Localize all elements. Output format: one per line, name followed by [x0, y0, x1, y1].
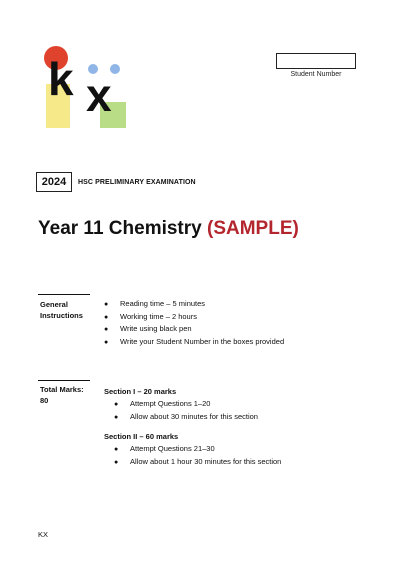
list-item: ● Attempt Questions 1–20 [114, 398, 258, 411]
bullet-icon: ● [104, 313, 109, 321]
bullet-icon: ● [114, 401, 119, 408]
list-item: ● Write using black pen [104, 323, 284, 336]
total-marks-value: 80 [40, 396, 49, 405]
list-item: ● Reading time – 5 minutes [104, 298, 284, 311]
exam-title-sample: (SAMPLE) [207, 218, 299, 239]
section-2-heading: Section II – 60 marks [104, 432, 179, 441]
exam-year: 2024 [36, 172, 72, 192]
marks-rule [38, 380, 90, 381]
bullet-icon: ● [114, 413, 119, 421]
footer-text: KX [38, 530, 49, 539]
bullet-icon: ● [114, 446, 119, 453]
kx-logo [38, 42, 130, 134]
section-1-list [114, 398, 258, 423]
list-item: ● Allow about 30 minutes for this section [114, 411, 258, 424]
general-label-line2: Instructions [40, 311, 83, 320]
section-2-list [114, 443, 281, 468]
student-number-label: Student Number [290, 71, 342, 78]
total-marks-label [40, 384, 84, 406]
exam-title [38, 218, 299, 240]
general-instructions-list [104, 298, 284, 348]
exam-title-main: Year 11 Chemistry [38, 218, 207, 239]
general-rule [38, 294, 90, 295]
exam-name: HSC PRELIMINARY EXAMINATION [78, 179, 196, 186]
section-1-heading: Section I – 20 marks [104, 387, 177, 396]
logo-letter-k: k [48, 53, 74, 105]
list-item: ● Write your Student Number in the boxes provided [104, 336, 284, 349]
bullet-icon: ● [114, 458, 119, 466]
bullet-icon: ● [104, 301, 109, 308]
list-item: ● Allow about 1 hour 30 minutes for this section [114, 456, 281, 469]
bullet-icon: ● [104, 338, 109, 346]
list-item: ● Attempt Questions 21–30 [114, 443, 281, 456]
student-number-box[interactable] [276, 53, 356, 69]
general-instructions-label [40, 299, 83, 321]
list-item: ● Working time – 2 hours [104, 311, 284, 324]
logo-letter-x: x [86, 69, 112, 121]
general-label-line1: General [40, 300, 68, 309]
total-marks-line1: Total Marks: [40, 385, 84, 394]
bullet-icon: ● [104, 326, 109, 333]
